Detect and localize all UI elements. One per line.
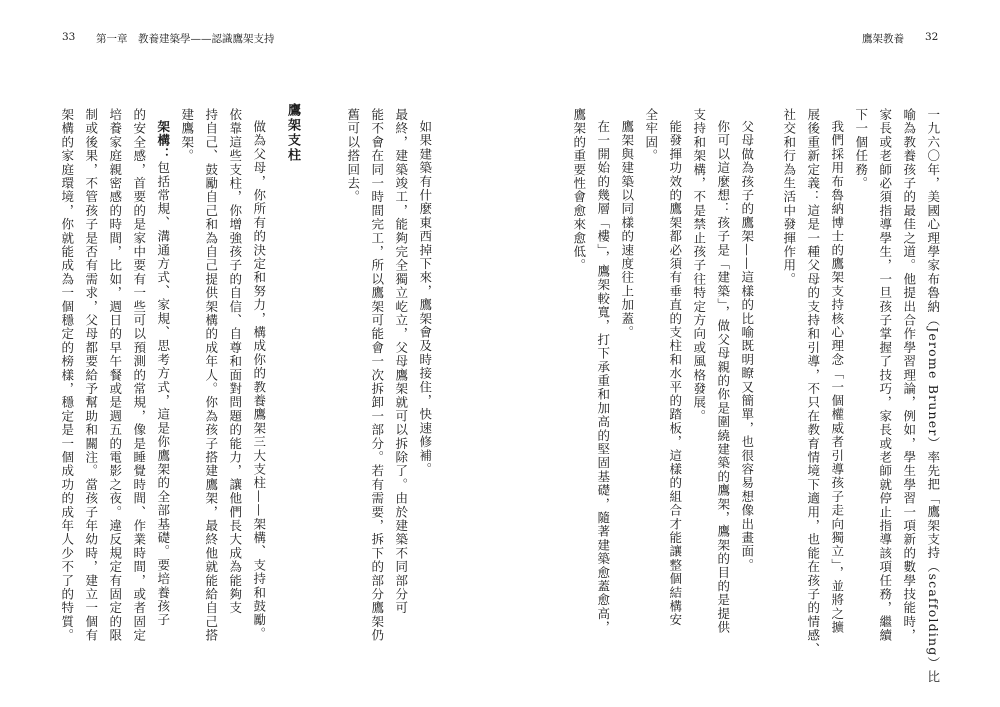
right-body-line: 鷹架與建築以同樣的速度往上加蓋。 [619,120,635,340]
right-body-line: 你可以這麼想：孩子是「建築」，做父母親的你是圍繞建築的鷹架，鷹架的目的是提供 [715,120,731,635]
right-body-line: 舊可以搭回去。 [345,108,361,204]
right-body-line: 下一個任務。 [853,108,869,191]
structure-label: 架構： [155,120,171,162]
right-body-line: 我們採用布魯納博士的鷹架支持核心理念「一個權威者引導孩子走向獨立」，並將之擴 [829,120,845,635]
right-body-line: 喻為教養孩子的最佳之道。他提出合作學習理論，例如，學生學習一項新的數學技能時， [901,108,917,643]
section-heading: 鷹架支柱 [285,103,300,163]
left-body-line: 做為父母，你所有的決定和努力，構成你的教養鷹架三大支柱——架構、支持和鼓勵。 [251,120,267,641]
left-body-line [151,120,175,627]
right-body-line: 父母做為孩子的鷹架——這樣的比喻既明瞭又簡單，也很容易想像出畫面。 [739,120,755,573]
structure-text: 包括常規、溝通方式、家規、思考方式，這是你鷹架的全部基礎。要培養孩子 [155,161,171,627]
right-body-line: 能發揮功效的鷹架都必須有垂直的支柱和水平的踏板，這樣的組合才能讓整個結構安 [667,120,683,627]
right-body-line: 如果建築有什麼東西掉下來，鷹架會及時接住，快速修補。 [417,120,433,477]
right-body-line: 支持和架構，不是禁止孩子往特定方向或風格發展。 [691,108,707,424]
left-body-line: 依靠這些支柱，你增強孩子的自信、自尊和面對問題的能力，讓他們長大成為能夠支 [227,108,243,615]
right-body-line: 家長或老師必須指導學生，一旦孩子掌握了技巧，家長或老師就停止指導該項任務，繼續 [877,108,893,643]
left-page-number: 33 [62,31,76,43]
left-body-line: 架構的家庭環境，你就能成為一個穩定的榜樣，穩定是一個成功的成年人少不了的特質。 [59,108,75,643]
left-body-line: 的安全感，首要的是家中要有一些可以預測的常規，像是睡覺時間、作業時間，或者固定 [131,108,147,643]
left-body-line: 培養家庭親密感的時間，比如，週日的早午餐或是週五的電影之夜。違反規定有固定的限 [107,108,123,643]
right-body-line: 鷹架的重要性會愈來愈低。 [571,108,587,273]
left-body-line: 建鷹架。 [179,108,195,163]
right-body-line: 能不會在同一時間完工，所以鷹架可能會一次拆卸一部分。若有需要，拆下的部分鷹架仍 [369,108,385,643]
right-running-head: 鷹架教養 [862,33,904,45]
right-body-line: 展後重新定義：這是一種父母的支持和引導，不只在教育情境下適用，也能在孩子的情感、 [805,108,821,656]
left-running-head: 第一章 教養建築學——認識鷹架支持 [96,33,275,45]
right-body-line: 在一開始的幾層「樓」，鷹架較寬，打下承重和加高的堅固基礎，隨著建築愈蓋愈高， [595,120,611,635]
right-page-number: 32 [925,31,939,43]
right-body-line: 一九六〇年，美國心理學家布魯納（Jerome Bruner）率先把「鷹架支持（scaffolding）比 [925,108,941,684]
right-body-line: 社交和行為生活中發揮作用。 [781,108,797,287]
left-body-line: 制或後果，不管孩子是否有需求，父母都要給予幫助和關注。當孩子年幼時，建立一個有 [83,108,99,643]
right-body-line: 最終，建築竣工，能夠完全獨立屹立，父母鷹架就可以拆除了。由於建築不同部分可 [393,108,409,615]
right-body-line: 全牢固。 [643,108,659,163]
left-body-line: 持自己、鼓勵自己和為自己提供架構的成年人。你為孩子搭建鷹架，最終他就能給自己搭 [203,108,219,643]
